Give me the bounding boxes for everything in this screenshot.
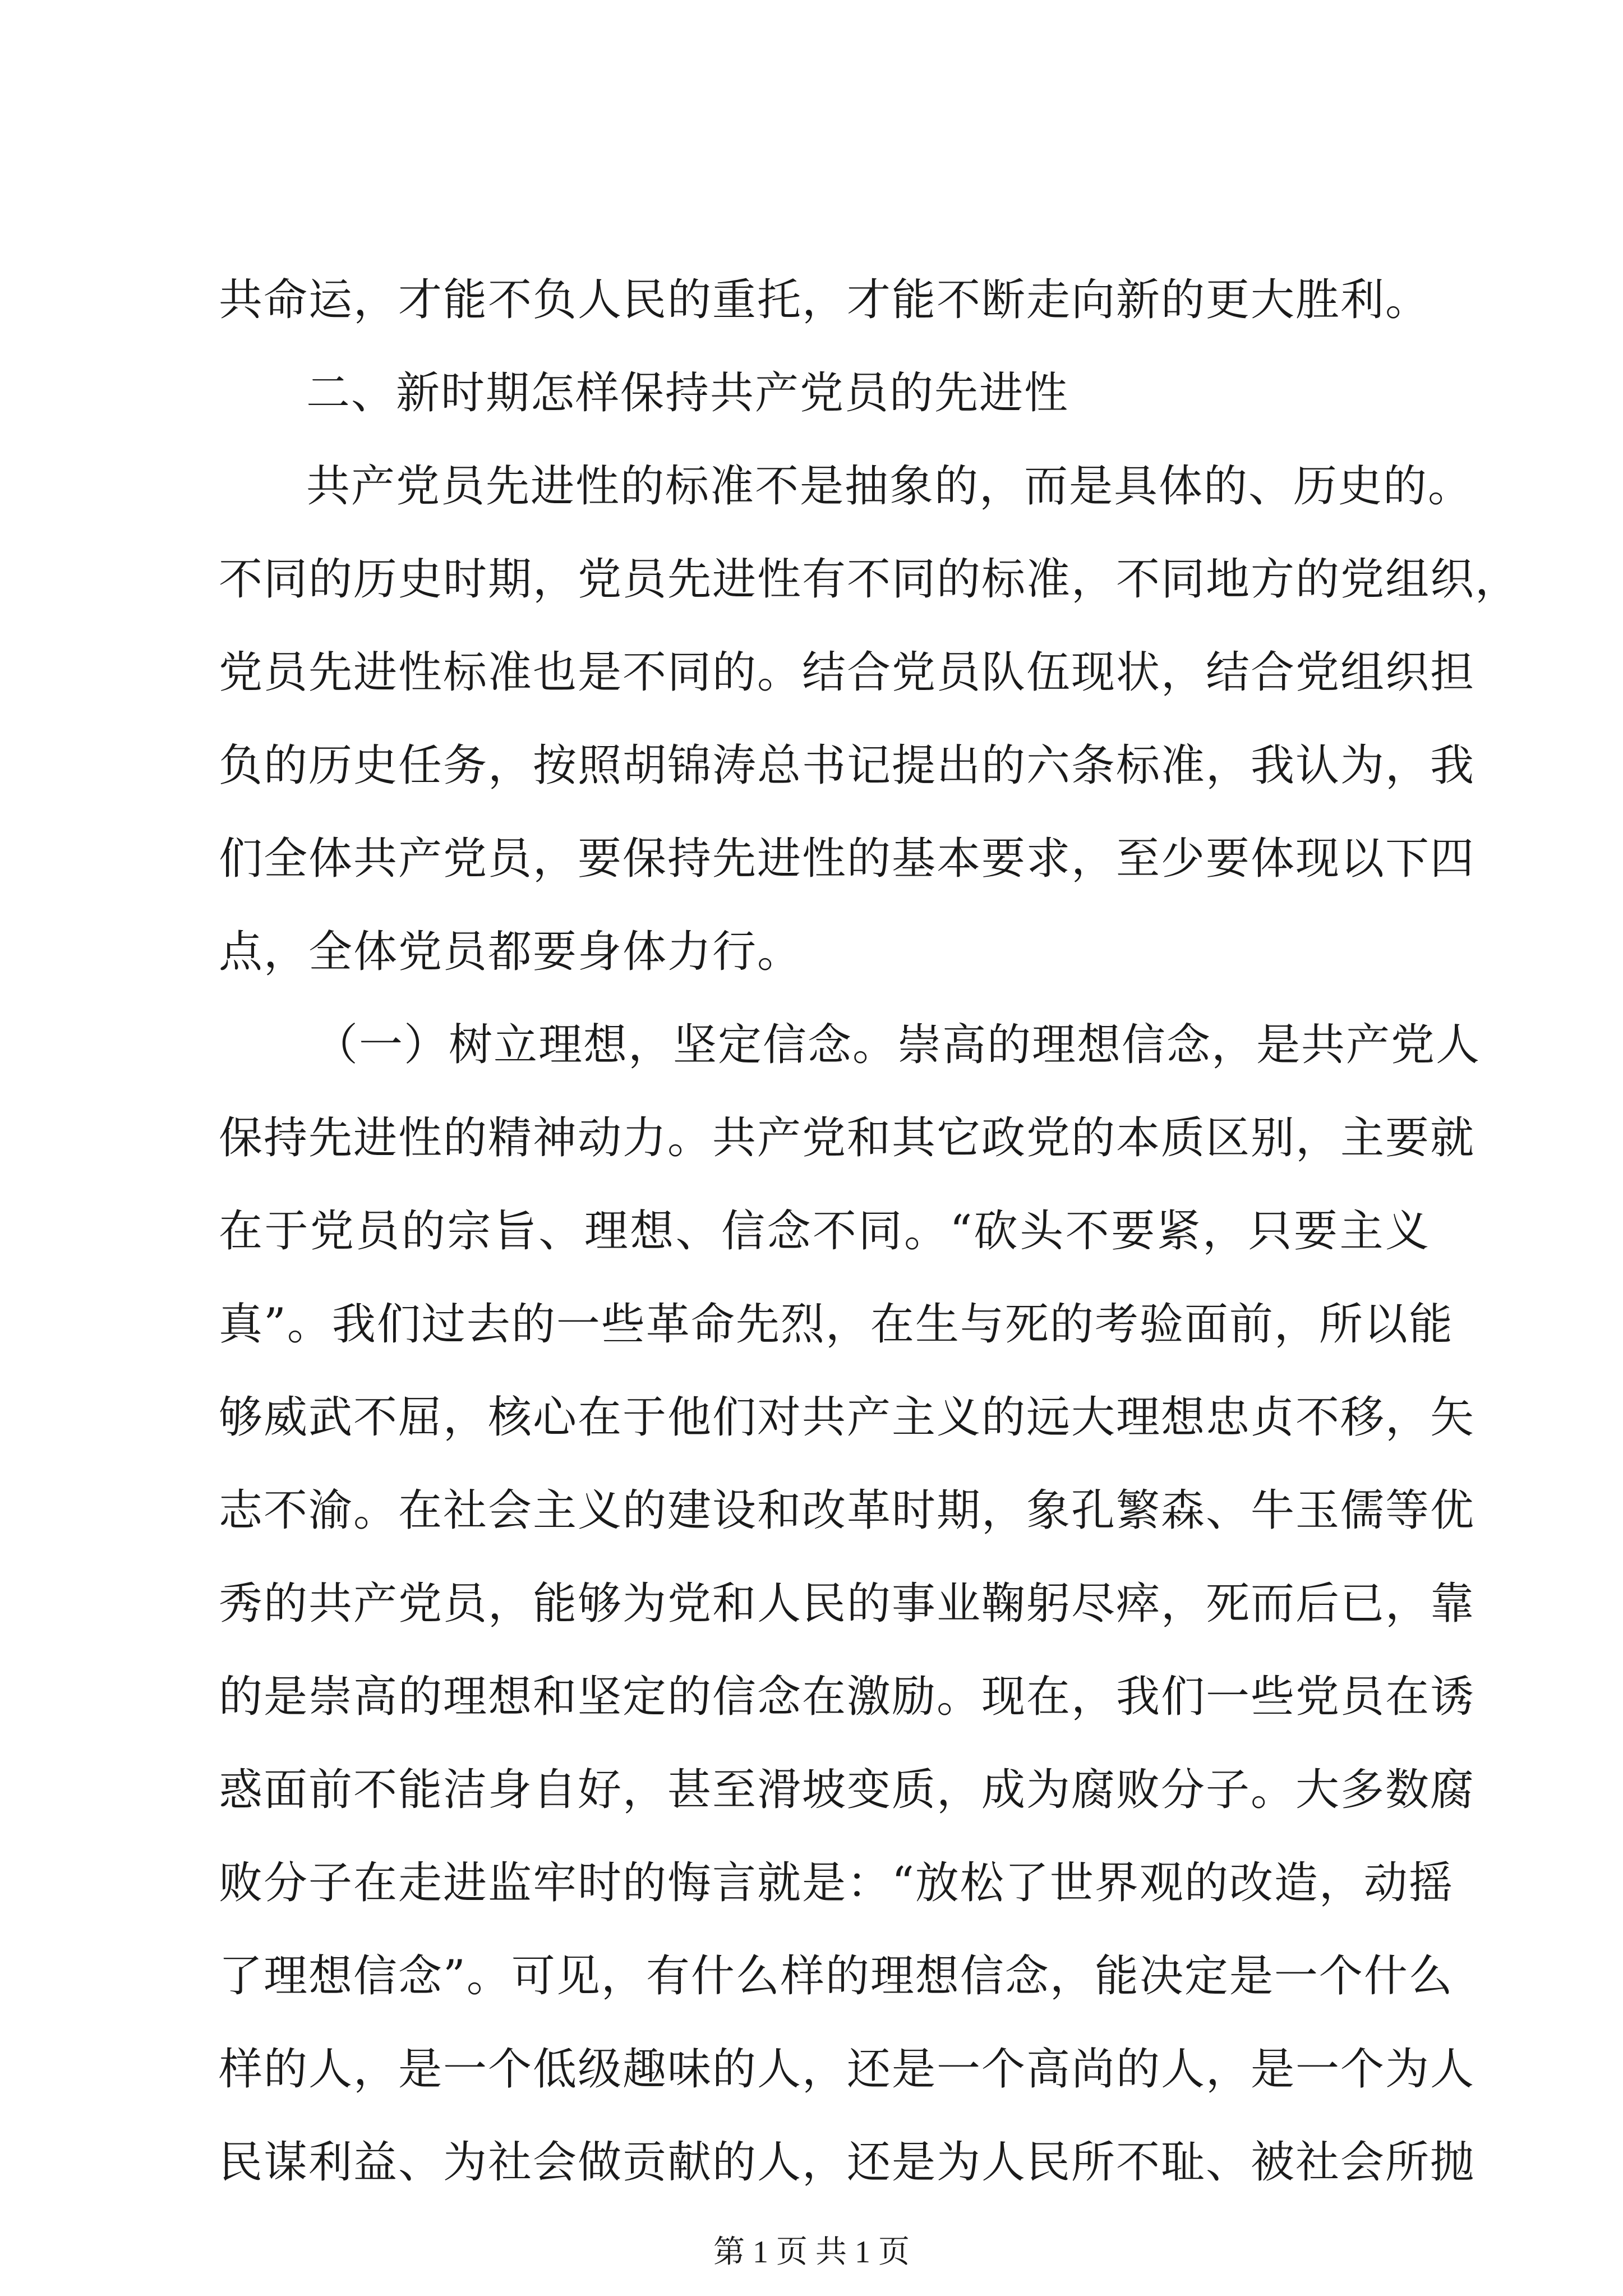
text-line: 共命运，才能不负人民的重托，才能不断走向新的更大胜利。 bbox=[219, 275, 1431, 325]
text-line: 党员先进性标准也是不同的。结合党员队伍现状，结合党组织担 bbox=[219, 647, 1476, 698]
text-line: 样的人，是一个低级趣味的人，还是一个高尚的人，是一个为人 bbox=[219, 2044, 1476, 2095]
text-line: 不同的历史时期，党员先进性有不同的标准，不同地方的党组织， bbox=[219, 554, 1520, 605]
section-heading: 二、新时期怎样保持共产党员的先进性 bbox=[306, 368, 1069, 418]
page-footer: 第 1 页 共 1 页 bbox=[713, 2235, 910, 2270]
text-line: 民谋利益、为社会做贡献的人，还是为人民所不耻、被社会所抛 bbox=[219, 2137, 1476, 2188]
text-line: 秀的共产党员，能够为党和人民的事业鞠躬尽瘁，死而后已，靠 bbox=[219, 1579, 1476, 1629]
text-line: 惑面前不能洁身自好，甚至滑坡变质，成为腐败分子。大多数腐 bbox=[219, 1765, 1476, 1815]
text-line: 够威武不屈，核心在于他们对共产主义的远大理想忠贞不移，矢 bbox=[219, 1392, 1476, 1443]
text-line: 志不渝。在社会主义的建设和改革时期，象孔繁森、牛玉儒等优 bbox=[219, 1485, 1476, 1536]
text-line: 们全体共产党员，要保持先进性的基本要求，至少要体现以下四 bbox=[219, 834, 1476, 884]
text-line: 真”。我们过去的一些革命先烈，在生与死的考验面前，所以能 bbox=[219, 1299, 1454, 1350]
text-line: 点，全体党员都要身体力行。 bbox=[219, 927, 803, 977]
text-line: 了理想信念”。可见，有什么样的理想信念，能决定是一个什么 bbox=[219, 1951, 1454, 2001]
text-line: 败分子在走进监牢时的悔言就是：“放松了世界观的改造，动摇 bbox=[219, 1858, 1454, 1908]
subsection-line: （一）树立理想，坚定信念。崇高的理想信念，是共产党人 bbox=[314, 1020, 1481, 1070]
text-line: 的是崇高的理想和坚定的信念在激励。现在，我们一些党员在诱 bbox=[219, 1672, 1476, 1722]
text-line: 共产党员先进性的标准不是抽象的，而是具体的、历史的。 bbox=[306, 461, 1473, 512]
text-line: 负的历史任务，按照胡锦涛总书记提出的六条标准，我认为，我 bbox=[219, 740, 1476, 791]
text-line: 在于党员的宗旨、理想、信念不同。“砍头不要紧，只要主义 bbox=[219, 1206, 1430, 1257]
text-line: 保持先进性的精神动力。共产党和其它政党的本质区别，主要就 bbox=[219, 1113, 1476, 1163]
